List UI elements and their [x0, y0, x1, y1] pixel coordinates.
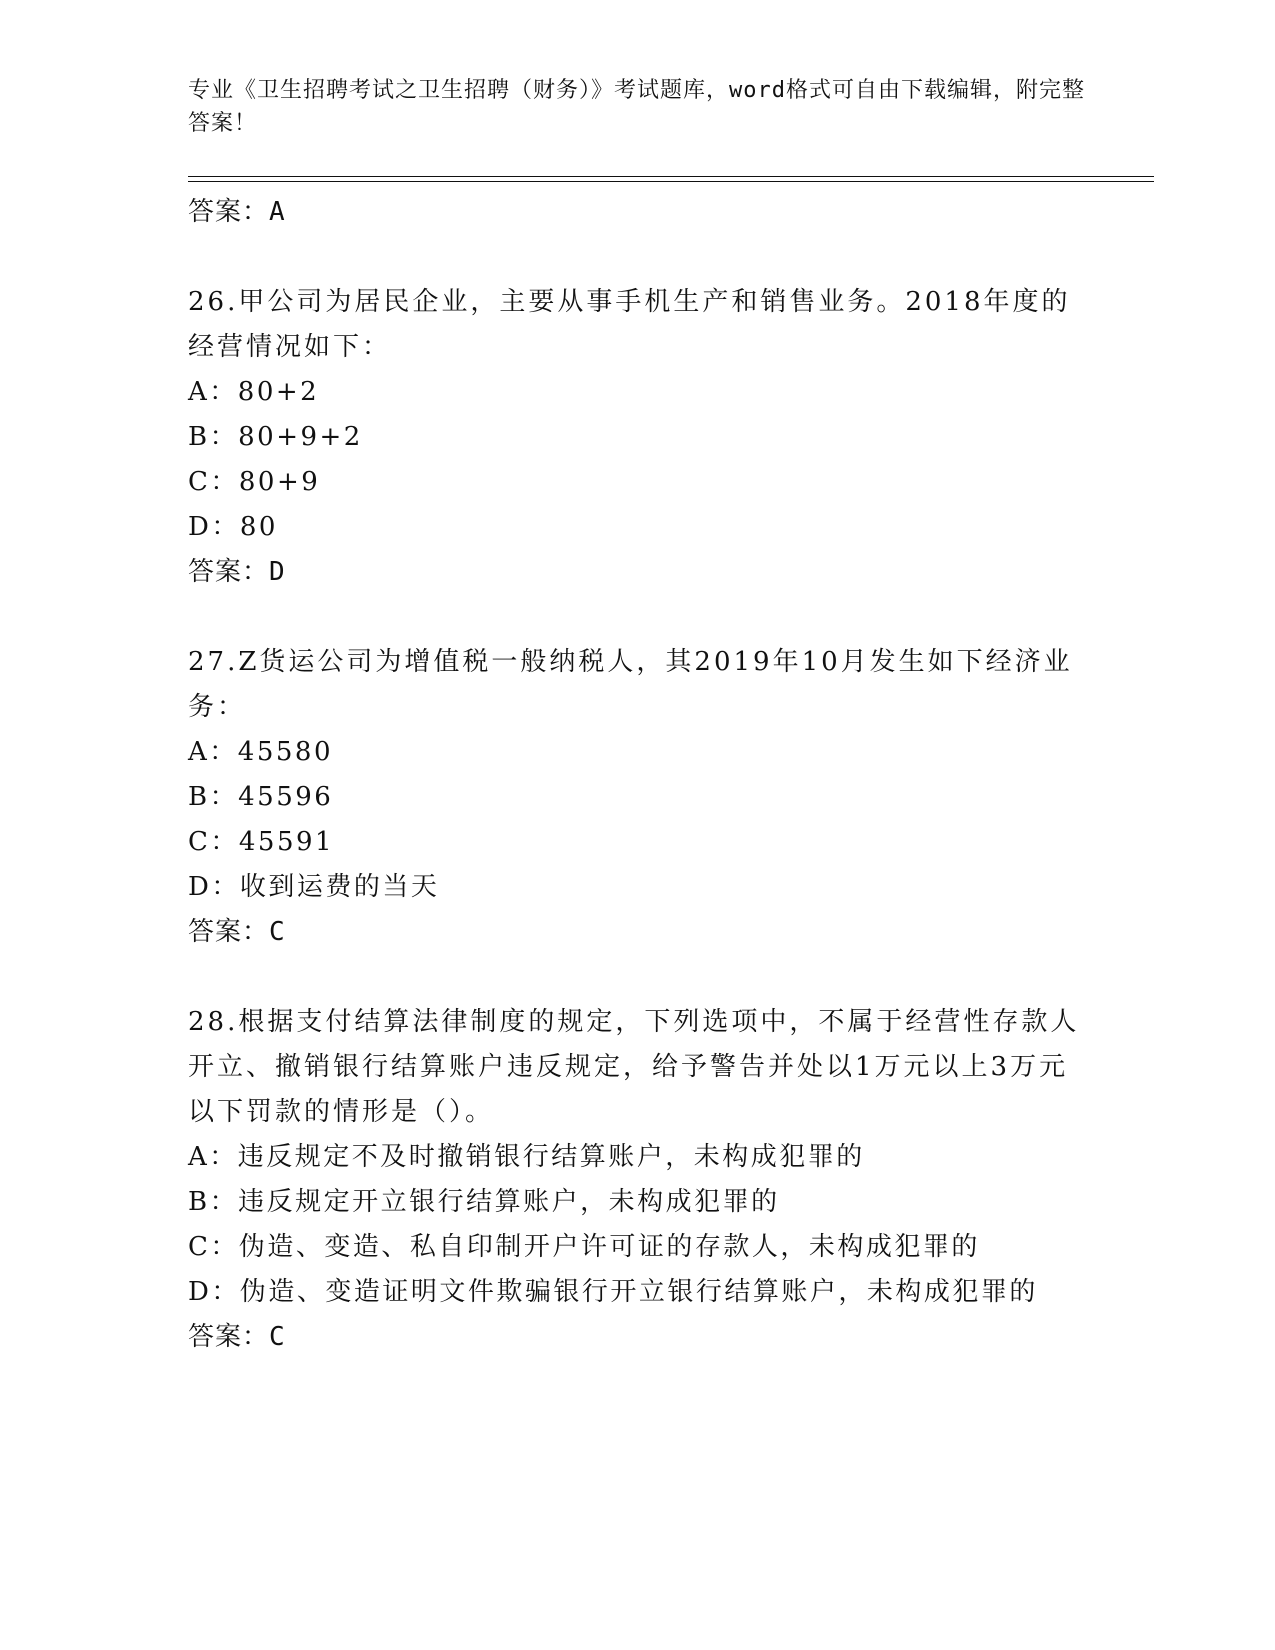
answer-line: 答案：C	[188, 1322, 286, 1352]
option-b: B：45596	[188, 782, 334, 812]
option-b: B：违反规定开立银行结算账户，未构成犯罪的	[188, 1187, 780, 1217]
header-divider-bottom	[188, 181, 1154, 182]
option-b: B：80+9+2	[188, 422, 363, 452]
question-26	[188, 280, 1088, 595]
question-list	[188, 190, 1088, 1360]
option-d: D：收到运费的当天	[188, 872, 440, 902]
option-a: A：违反规定不及时撤销银行结算账户，未构成犯罪的	[188, 1142, 865, 1172]
option-a: A：80+2	[188, 377, 320, 407]
option-d: D：伪造、变造证明文件欺骗银行开立银行结算账户，未构成犯罪的	[188, 1277, 1038, 1307]
question-27	[188, 640, 1088, 955]
header-divider-top	[188, 176, 1154, 177]
question-stem: 28.根据支付结算法律制度的规定，下列选项中，不属于经营性存款人开立、撤销银行结算账户违反规定，给予警告并处以1万元以上3万元以下罚款的情形是（）。	[188, 1007, 1080, 1127]
answer-line: 答案：A	[188, 197, 286, 227]
question-stem: 26.甲公司为居民企业，主要从事手机生产和销售业务。2018年度的经营情况如下：	[188, 287, 1071, 362]
answer-line: 答案：C	[188, 917, 286, 947]
question-stem: 27.Z货运公司为增值税一般纳税人，其2019年10月发生如下经济业务：	[188, 647, 1073, 722]
question-28	[188, 1000, 1088, 1360]
option-d: D：80	[188, 512, 278, 542]
option-a: A：45580	[188, 737, 333, 767]
document-header: 专业《卫生招聘考试之卫生招聘（财务）》考试题库，word格式可自由下载编辑，附完整答案！	[188, 78, 1085, 136]
option-c: C：伪造、变造、私自印制开户许可证的存款人，未构成犯罪的	[188, 1232, 980, 1262]
answer-line: 答案：D	[188, 557, 286, 587]
option-c: C：45591	[188, 827, 335, 857]
option-c: C：80+9	[188, 467, 321, 497]
